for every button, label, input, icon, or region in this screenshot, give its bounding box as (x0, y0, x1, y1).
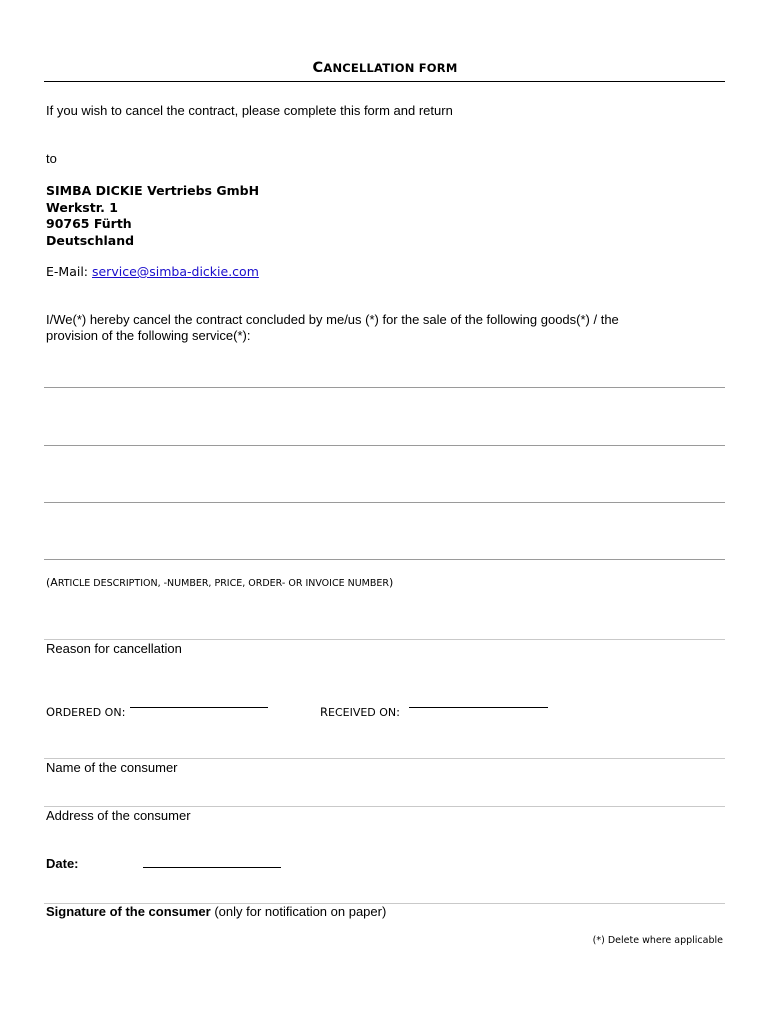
received-on-rest: ECEIVED ON (328, 706, 397, 719)
consumer-address-label: Address of the consumer (46, 808, 191, 823)
declaration-line-2: provision of the following service(*): (46, 328, 251, 343)
consumer-address-rule (44, 806, 725, 807)
signature-label-bold: Signature of the consumer (46, 904, 211, 919)
received-on-field[interactable] (409, 707, 548, 708)
recipient-street: Werkstr. 1 (46, 199, 118, 215)
goods-line-2[interactable] (44, 445, 725, 446)
article-note-initial: A (50, 576, 58, 589)
consumer-name-rule (44, 758, 725, 759)
goods-line-3[interactable] (44, 502, 725, 503)
recipient-city: 90765 Fürth (46, 216, 132, 231)
date-label: Date: (46, 856, 79, 871)
to-text: to (46, 151, 57, 166)
declaration-line-1: I/We(*) hereby cancel the contract concluded by me/us (*) for the sale of the following goods(*) / the (46, 312, 619, 327)
form-title (0, 60, 770, 76)
received-on-label (320, 705, 400, 719)
article-note (46, 576, 393, 589)
article-note-rest: RTICLE DESCRIPTION, -NUMBER, PRICE, ORDER- OR INVOICE NUMBER (57, 578, 389, 589)
title-initial: C (312, 60, 324, 76)
signature-label (46, 904, 386, 919)
email-label: E-Mail: (46, 264, 92, 279)
ordered-on-label (46, 705, 125, 719)
received-on-colon: : (396, 705, 401, 719)
title-rest: ANCELLATION FORM (323, 61, 458, 75)
recipient-country: Deutschland (46, 232, 135, 248)
ordered-on-colon: : (121, 705, 126, 719)
goods-line-4[interactable] (44, 559, 725, 560)
date-field[interactable] (143, 867, 281, 868)
ordered-on-field[interactable] (130, 707, 268, 708)
reason-rule (44, 639, 725, 640)
signature-label-note: (only for notification on paper) (210, 904, 387, 919)
article-note-close: ) (389, 576, 394, 589)
goods-line-1[interactable] (44, 387, 725, 388)
email-line (46, 264, 259, 279)
ordered-on-initial: O (46, 705, 56, 719)
article-note-open: ( (46, 576, 51, 589)
consumer-name-label: Name of the consumer (46, 760, 178, 775)
ordered-on-rest: RDERED ON (55, 706, 122, 719)
title-rule (44, 81, 725, 82)
received-on-initial: R (320, 705, 328, 719)
declaration-text (46, 312, 619, 344)
footnote: (*) Delete where applicable (592, 935, 723, 946)
email-link[interactable]: service@simba-dickie.com (91, 264, 259, 279)
reason-label: Reason for cancellation (46, 641, 182, 656)
recipient-address (46, 183, 259, 249)
intro-text: If you wish to cancel the contract, please complete this form and return (46, 103, 453, 118)
recipient-company: SIMBA DICKIE Vertriebs GmbH (46, 183, 260, 198)
